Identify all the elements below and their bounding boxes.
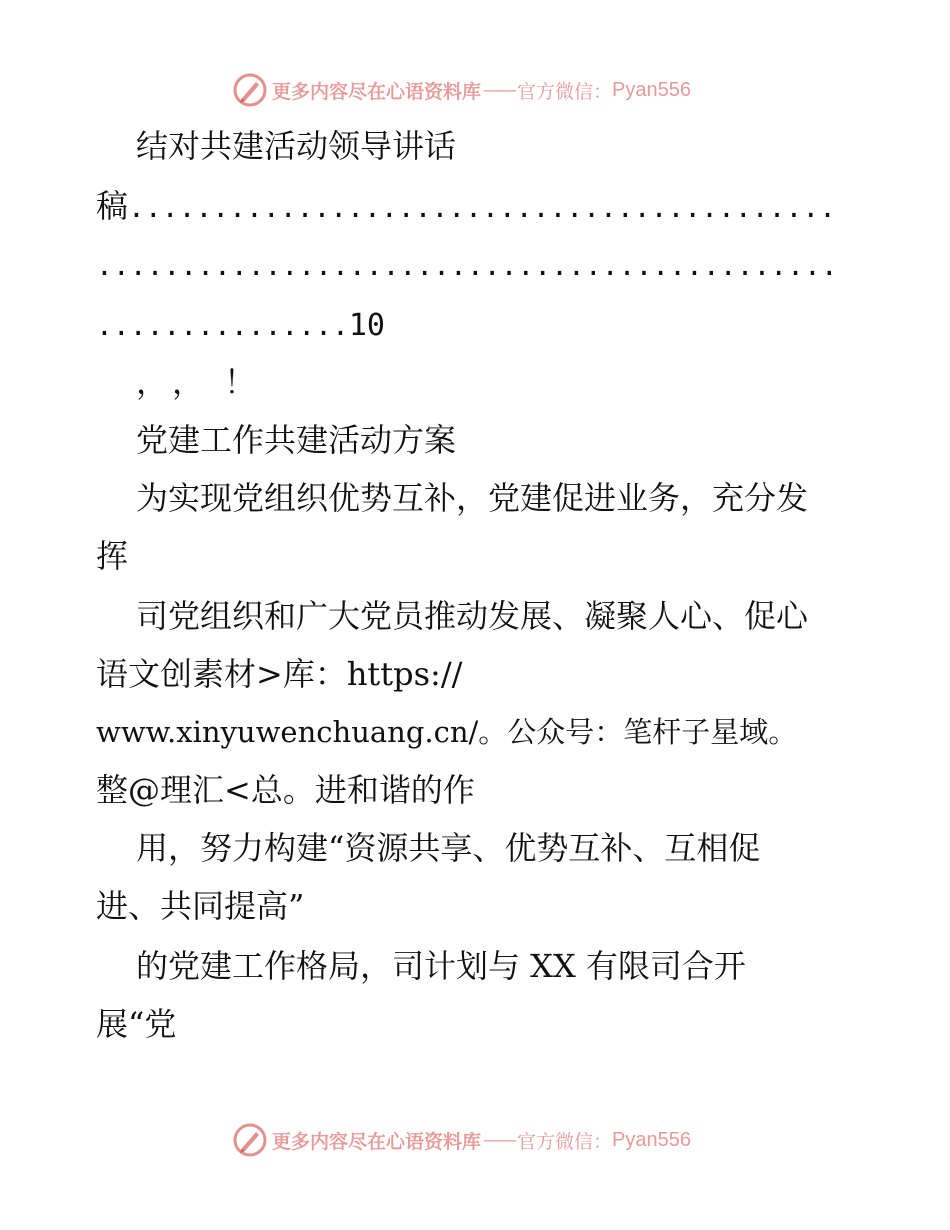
watermark-text: 更多内容尽在心语资料库	[272, 1130, 482, 1153]
toc-entry-title: 结对共建活动领导讲话	[136, 127, 457, 165]
watermark-wechat-id: Pyan556	[612, 78, 691, 101]
paragraph-2-line-2: 语文创素材>库：https://	[96, 655, 463, 693]
toc-leader-line-3	[96, 304, 385, 346]
paragraph-1-line-1: 为实现党组织优势互补，党建促进业务，充分发	[136, 479, 809, 517]
pen-logo-icon	[232, 72, 268, 108]
paragraph-1-line-2: 挥	[96, 537, 129, 575]
watermark-dash: ——	[483, 79, 516, 101]
toc-entry-title-tail	[96, 186, 836, 228]
punctuation-line: ，，！	[136, 363, 277, 401]
section-heading: 党建工作共建活动方案	[136, 421, 457, 459]
paragraph-3-line-2: 进、共同提高”	[96, 887, 305, 925]
paragraph-4-line-2: 展“党	[96, 1005, 177, 1043]
watermark-text: 更多内容尽在心语资料库	[272, 80, 482, 103]
toc-leader-dots-1: ..........................................	[128, 191, 837, 224]
footer-watermark	[232, 1120, 691, 1160]
paragraph-4-line-1: 的党建工作格局，司计划与 XX 有限司合开	[136, 947, 746, 985]
pen-logo-icon	[232, 1122, 268, 1158]
watermark-wechat-label: 官方微信：	[517, 80, 613, 103]
paragraph-2-line-4: 整@理汇<总。进和谐的作	[96, 771, 475, 809]
watermark-wechat-id: Pyan556	[612, 1128, 691, 1151]
watermark-dash: ——	[483, 1129, 516, 1151]
paragraph-2-line-3: www.xinyuwenchuang.cn/。公众号：笔杆子星域。	[96, 715, 798, 749]
toc-title-tail: 稿	[96, 187, 129, 225]
paragraph-2-line-1: 司党组织和广大党员推动发展、凝聚人心、促心	[136, 597, 809, 635]
toc-leader-dots-2: ............................................	[96, 249, 838, 282]
toc-leader-dots-3: ...............	[96, 309, 349, 342]
watermark-wechat-label: 官方微信：	[517, 1130, 613, 1153]
toc-page-number: 10	[348, 308, 385, 343]
header-watermark	[232, 70, 691, 110]
paragraph-3-line-1: 用，努力构建“资源共享、优势互补、互相促	[136, 829, 761, 867]
